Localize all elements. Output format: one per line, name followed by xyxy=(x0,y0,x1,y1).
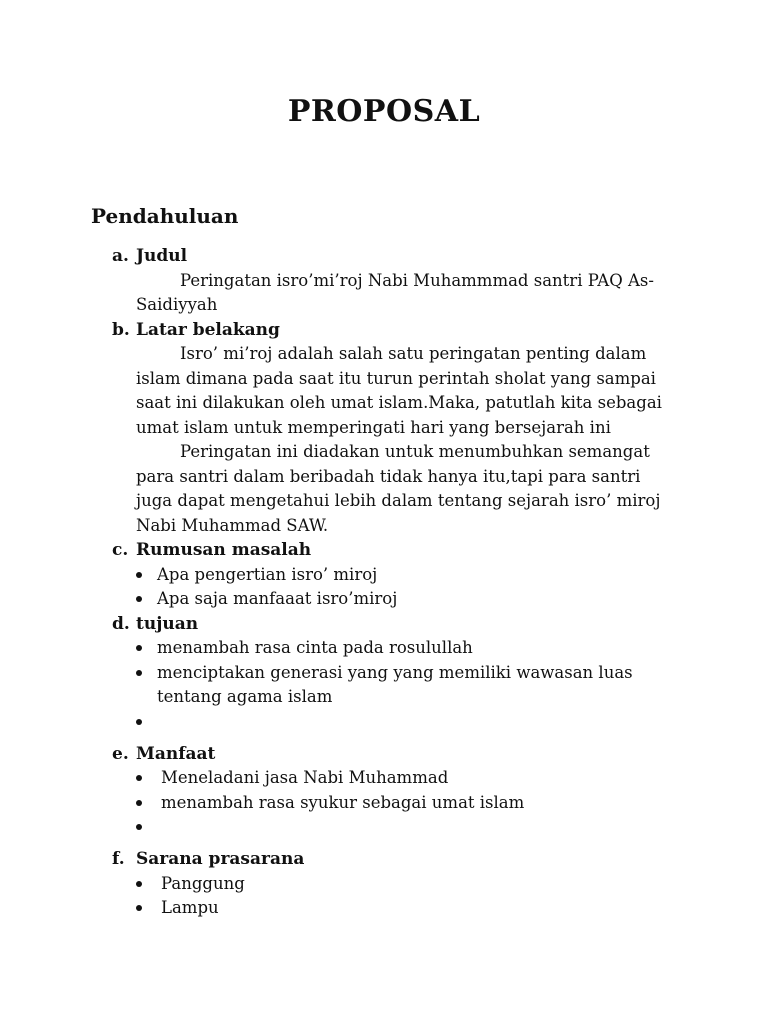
bullet-list xyxy=(112,636,672,742)
item-letter: b. xyxy=(112,319,130,340)
item-heading: Rumusan masalah xyxy=(136,540,312,560)
item-sarana-prasarana xyxy=(112,847,672,921)
list-item: Apa pengertian isro’ miroj xyxy=(112,563,672,588)
item-heading: tujuan xyxy=(136,613,199,634)
list-item: Meneladani jasa Nabi Muhammad xyxy=(112,766,672,791)
item-latar-belakang xyxy=(112,318,672,539)
item-heading: Judul xyxy=(136,246,188,266)
item-judul xyxy=(112,244,672,318)
section-content xyxy=(112,244,672,921)
bullet-list xyxy=(112,766,672,847)
paragraph: Peringatan ini diadakan untuk menumbuhkan semangat para santri dalam beribadah tidak hanya itu,tapi para santri juga dapat mengetahui lebih dalam tentang sejarah isro’ miroj Nabi Muhammad SAW. xyxy=(136,442,661,535)
list-item: menciptakan generasi yang yang memiliki wawasan luas tentang agama islam xyxy=(112,661,672,710)
item-heading: Manfaat xyxy=(136,743,216,764)
document-title: PROPOSAL xyxy=(287,94,481,129)
list-item: Lampu xyxy=(112,896,672,921)
list-item: menambah rasa syukur sebagai umat islam xyxy=(112,791,672,816)
list-item: Panggung xyxy=(112,872,672,897)
item-manfaat xyxy=(112,742,672,848)
section-title: Pendahuluan xyxy=(91,204,239,228)
item-heading: Sarana prasarana xyxy=(136,849,305,869)
item-rumusan-masalah xyxy=(112,538,672,612)
paragraph: Isro’ mi’roj adalah salah satu peringatan penting dalam islam dimana pada saat itu turun perintah sholat yang sampai saat ini dilakukan oleh umat islam.Maka, patutlah kita sebagai umat islam untuk memperingati hari yang bersejarah ini xyxy=(136,344,662,437)
item-letter: d. xyxy=(112,613,130,634)
list-item-empty xyxy=(112,710,672,742)
item-heading: Latar belakang xyxy=(136,319,280,340)
list-item-empty xyxy=(112,815,672,847)
item-letter: e. xyxy=(112,743,129,764)
item-letter: c. xyxy=(112,540,129,560)
item-letter: a. xyxy=(112,246,129,266)
item-letter: f. xyxy=(112,849,125,869)
paragraph: Peringatan isro’mi’roj Nabi Muhammmad santri PAQ As-Saidiyyah xyxy=(136,270,654,314)
list-item: menambah rasa cinta pada rosulullah xyxy=(112,636,672,661)
bullet-list xyxy=(112,563,672,612)
bullet-list xyxy=(112,872,672,921)
list-item: Apa saja manfaaat isro’miroj xyxy=(112,587,672,612)
item-tujuan xyxy=(112,612,672,742)
